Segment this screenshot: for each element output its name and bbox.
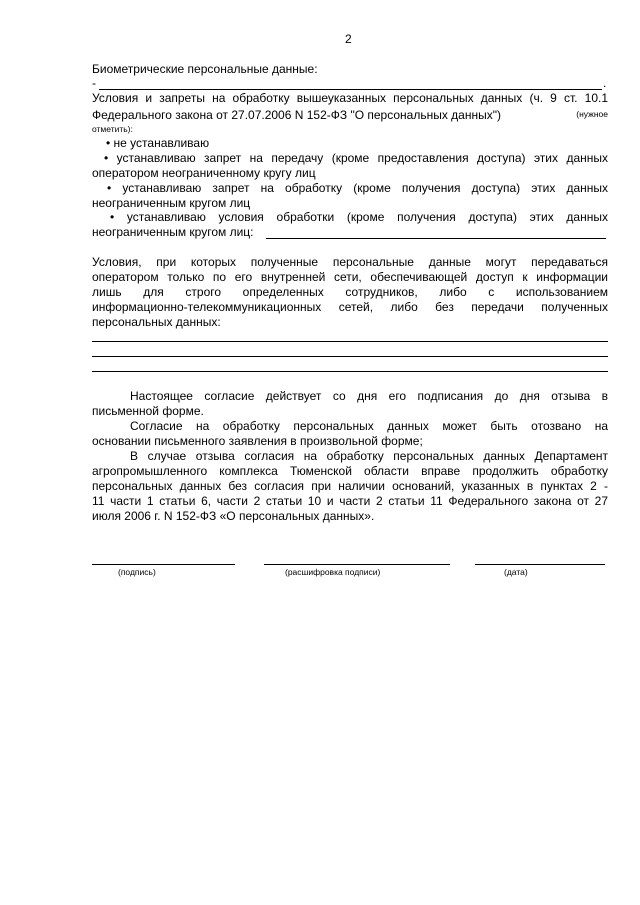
revocation-line-2: основании письменного заявления в произвольной форме; [92, 434, 423, 448]
conditions-line-2 [92, 106, 608, 124]
transfer-line-2: оператором только по его внутренней сети, обеспечивающей доступ к информации [92, 270, 608, 284]
biometric-end-mark: . [603, 76, 607, 90]
signature-line[interactable] [92, 564, 235, 565]
date-caption: (дата) [504, 567, 528, 577]
option-processing-ban-line-2: неограниченным кругом лиц [92, 196, 251, 210]
date-line[interactable] [475, 564, 605, 565]
transfer-line-1: Условия, при которых полученные персональные данные могут передаваться [92, 255, 608, 269]
signature-caption: (подпись) [118, 567, 156, 577]
conditions-line-1: Условия и запреты на обработку вышеуказанных персональных данных (ч. 9 ст. 10.1 [92, 91, 608, 105]
conditions-law-text: Федерального закона от 27.07.2006 N 152-ФЗ "О персональных данных") [92, 108, 501, 122]
name-decoding-line[interactable] [264, 564, 450, 565]
name-decoding-caption: (расшифровка подписи) [285, 567, 381, 577]
transfer-line-3: лишь для строго определенных сотрудников, либо с использованием [92, 285, 608, 299]
option-conditions-fill-line[interactable] [266, 238, 606, 239]
option-transfer-ban-line-2: оператором неограниченному кругу лиц [92, 166, 316, 180]
continuation-line-3: персональных данных без согласия при наличии оснований, указанных в пунктах 2 - [92, 479, 608, 493]
continuation-line-4: 11 части 1 статьи 6, части 2 статьи 10 и части 2 статьи 11 Федерального закона от 27 [92, 494, 608, 508]
biometric-fill-line[interactable] [99, 89, 602, 90]
biometric-label: Биометрические персональные данные: [92, 62, 318, 76]
conditions-note: (нужное [576, 109, 608, 119]
option-not-set[interactable]: • не устанавливаю [106, 136, 210, 150]
option-processing-ban-line-1[interactable]: • устанавливаю запрет на обработку (кроме получения доступа) этих данных [107, 181, 608, 195]
option-conditions-line-1[interactable]: • устанавливаю условия обработки (кроме получения доступа) этих данных [110, 210, 608, 224]
revocation-line-1: Согласие на обработку персональных данных может быть отозвано на [130, 419, 608, 433]
continuation-line-1: В случае отзыва согласия на обработку персональных данных Департамент [130, 449, 608, 463]
continuation-line-5: июля 2006 г. N 152-ФЗ «О персональных данных». [92, 509, 375, 523]
biometric-dash: - [92, 76, 96, 90]
page-number: 2 [345, 32, 352, 46]
conditions-note-continued: отметить): [92, 124, 133, 134]
transfer-line-5: персональных данных: [92, 315, 221, 329]
transfer-fill-line-2[interactable] [92, 356, 608, 357]
continuation-line-2: агропромышленного комплекса Тюменской области вправе продолжить обработку [92, 464, 608, 478]
validity-line-2: письменной форме. [92, 404, 204, 418]
transfer-fill-line-1[interactable] [92, 341, 608, 342]
validity-line-1: Настоящее согласие действует со дня его подписания до дня отзыва в [130, 389, 608, 403]
transfer-fill-line-3[interactable] [92, 371, 608, 372]
transfer-line-4: информационно-телекоммуникационных сетей, либо без передачи полученных [92, 300, 608, 314]
option-transfer-ban-line-1[interactable]: • устанавливаю запрет на передачу (кроме предоставления доступа) этих данных [104, 151, 608, 165]
option-conditions-line-2: неограниченным кругом лиц: [92, 225, 254, 239]
